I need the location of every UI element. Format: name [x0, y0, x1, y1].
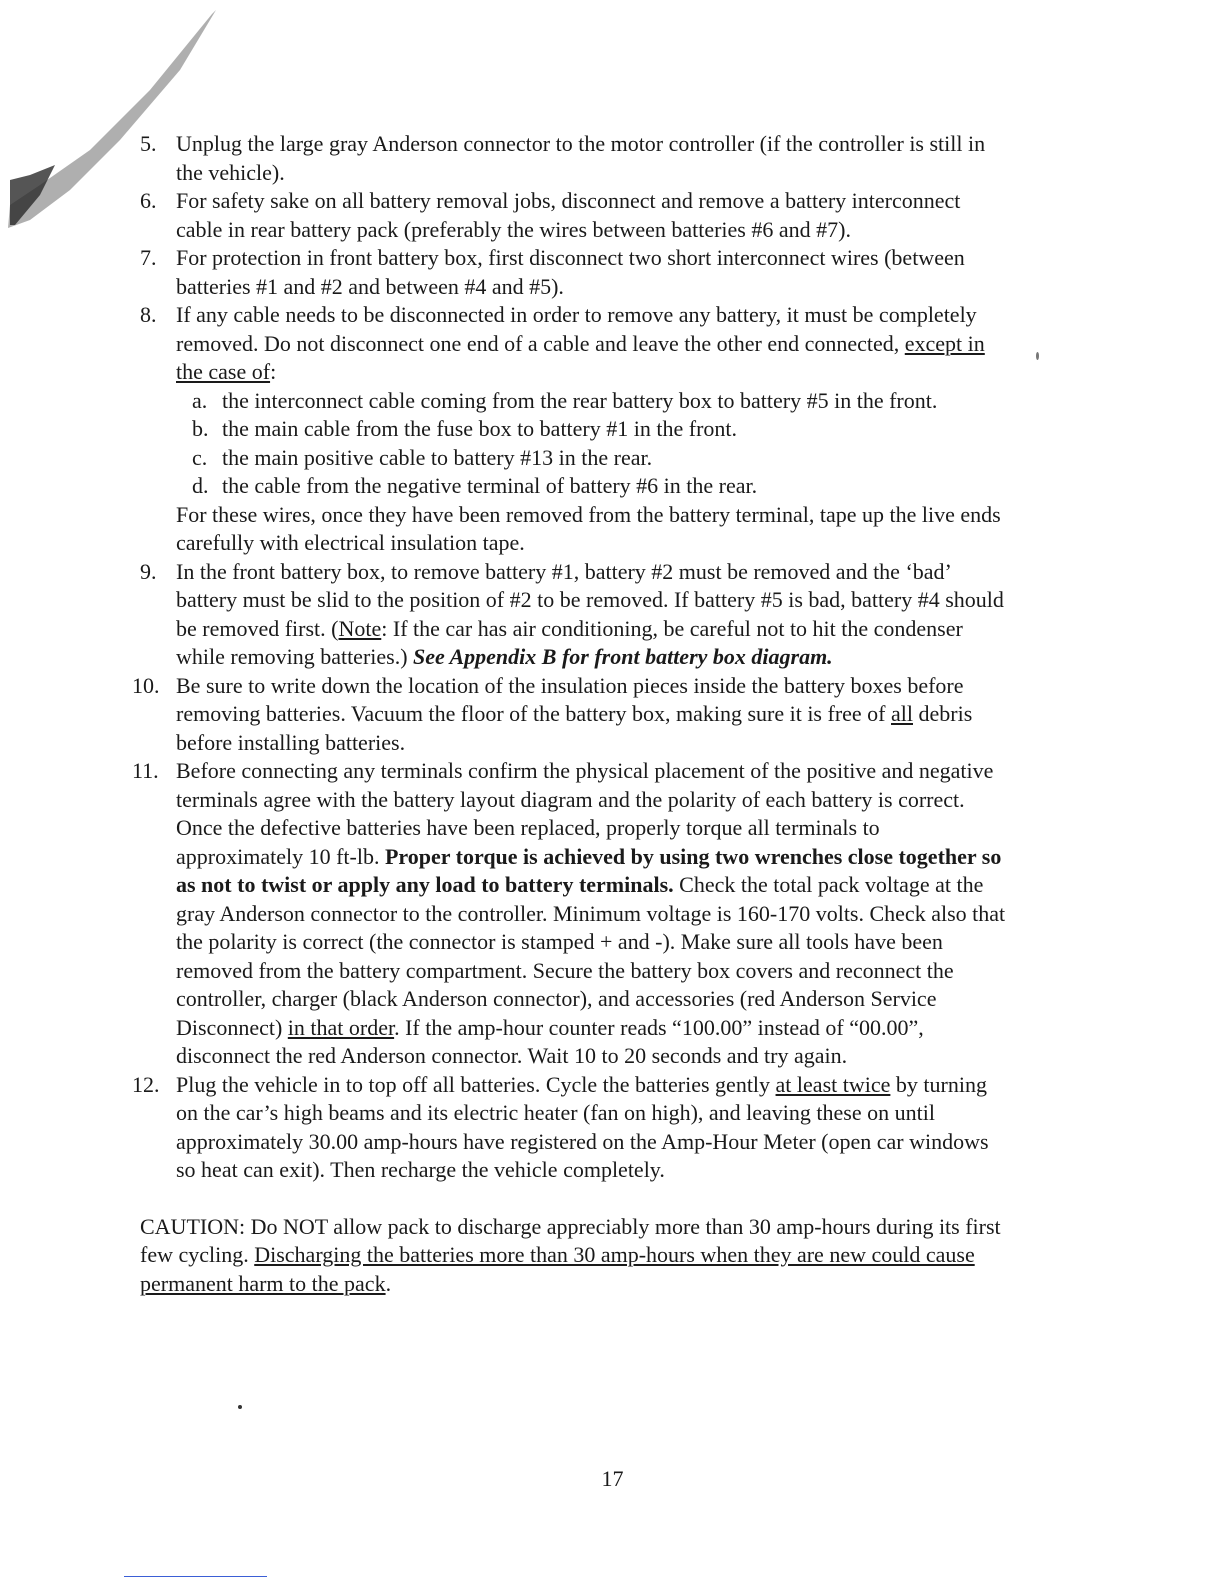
item-text: Be sure to write down the location of the insulation pieces inside the battery boxes before removing batteries. Vacuum the floor of the battery box, making sure it is free of — [176, 672, 964, 726]
item-text: Unplug the large gray Anderson connector to the motor controller (if the controller is still in the vehicle). — [176, 131, 986, 185]
list-item — [140, 187, 1010, 244]
caution-paragraph — [140, 1213, 1010, 1299]
item-text: debris before installing batteries. — [176, 701, 973, 755]
bold-warning: Proper torque is achieved by using two wrenches close together so as not to twist or apply any load to battery terminals. — [176, 843, 1002, 897]
item-text: Plug the vehicle in to top off all batteries. Cycle the batteries gently — [176, 1071, 776, 1097]
item-number: 7. — [140, 245, 157, 270]
item-text: For safety sake on all battery removal jobs, disconnect and remove a battery interconnect cable in rear battery pack (preferably the wires between batteries #6 and #7). — [176, 188, 961, 242]
item-text: For protection in front battery box, first disconnect two short interconnect wires (between batteries #1 and #2 and between #4 and #5). — [176, 245, 965, 299]
item-number: 11. — [132, 758, 159, 783]
sub-item — [140, 472, 1010, 501]
scan-speck — [238, 1405, 242, 1409]
list-item — [132, 672, 1010, 758]
sub-item-letter: a. — [192, 387, 208, 413]
list-item — [132, 757, 1010, 1071]
page-number: 17 — [601, 1466, 624, 1491]
item-text: . If the amp-hour counter reads “100.00” instead of “00.00”, disconnect the red Anderson connector. Wait 10 to 20 seconds and try again. — [176, 1014, 924, 1068]
item-text: by turning on the car’s high beams and its electric heater (fan on high), and leaving these on until approximately 30.00 amp-hours have registered on the Amp-Hour Meter (open car windows so heat can exit). Then recharge the vehicle completely. — [176, 1071, 989, 1182]
sub-item-letter: b. — [192, 416, 209, 441]
sub-item-letter: c. — [192, 444, 208, 470]
item-number: 9. — [140, 558, 157, 584]
underlined-phrase: all — [891, 701, 913, 726]
item-number: 8. — [140, 302, 157, 327]
sub-item — [140, 444, 1010, 473]
bottom-rule — [124, 1576, 267, 1577]
sub-item-text: the main positive cable to battery #13 in the rear. — [222, 444, 653, 470]
item-number: 12. — [132, 1071, 160, 1097]
sub-item — [140, 387, 1010, 416]
document-body — [132, 130, 1010, 1320]
appendix-reference: See Appendix B for front battery box diagram. — [413, 644, 833, 669]
sub-item-text: the cable from the negative terminal of battery #6 in the rear. — [222, 473, 758, 498]
item-number: 5. — [140, 131, 157, 156]
sub-item-text: the interconnect cable coming from the rear battery box to battery #5 in the front. — [222, 387, 938, 413]
item-text: Before connecting any terminals confirm the physical placement of the positive and negative terminals agree with the battery layout diagram and the polarity of each battery is correct. Once the defective batteries have been replaced, properly torque all terminals to approximately 10 ft-lb. — [176, 758, 994, 869]
list-item — [140, 244, 1010, 301]
item-followup-text: For these wires, once they have been removed from the battery terminal, tape up the live ends carefully with electrical insulation tape. — [176, 501, 1001, 555]
underlined-phrase: at least twice — [775, 1071, 891, 1097]
item-text: In the front battery box, to remove battery #1, battery #2 must be removed and the ‘bad’ battery must be slid to the position of #2 to be removed. If battery #5 is bad, battery #4 should be removed first. ( — [176, 558, 1004, 641]
item-text: Check the total pack voltage at the gray Anderson connector to the controller. Minimum voltage is 160-170 volts. Check also that the polarity is correct (the connector is stamped + and -). Make sure all tools have been removed from the battery compartment. Secure the battery box covers and reconnect the controller, charger (black Anderson connector), and accessories (red Anderson Service Disconnect) — [176, 872, 1006, 1040]
underlined-phrase: in that order — [287, 1014, 395, 1040]
list-item — [140, 558, 1010, 672]
item-text: : — [270, 359, 277, 384]
item-text: : If the car has air conditioning, be careful not to hit the condenser while removing batteries.) — [176, 615, 963, 669]
caution-tail: . — [385, 1270, 392, 1296]
sub-item — [140, 415, 1010, 444]
list-item — [132, 1071, 1010, 1185]
list-item — [140, 301, 1010, 387]
item-text: If any cable needs to be disconnected in order to remove any battery, it must be completely removed. Do not disconnect one end of a cable and leave the other end connected, — [176, 302, 977, 356]
scan-speck — [1036, 352, 1039, 360]
note-label: Note — [338, 615, 382, 641]
caution-lead: CAUTION: Do NOT allow pack to discharge appreciably more than 30 amp-hours during its first few cycling. — [140, 1213, 1001, 1267]
sub-item-letter: d. — [192, 473, 209, 498]
item-number: 10. — [132, 672, 160, 698]
underlined-phrase: except in the case of — [176, 330, 985, 384]
item-number: 6. — [140, 188, 157, 213]
caution-underlined: Discharging the batteries more than 30 amp-hours when they are new could cause permanent harm to the pack — [140, 1242, 975, 1296]
list-item — [140, 130, 1010, 187]
sub-item-text: the main cable from the fuse box to battery #1 in the front. — [222, 416, 738, 441]
